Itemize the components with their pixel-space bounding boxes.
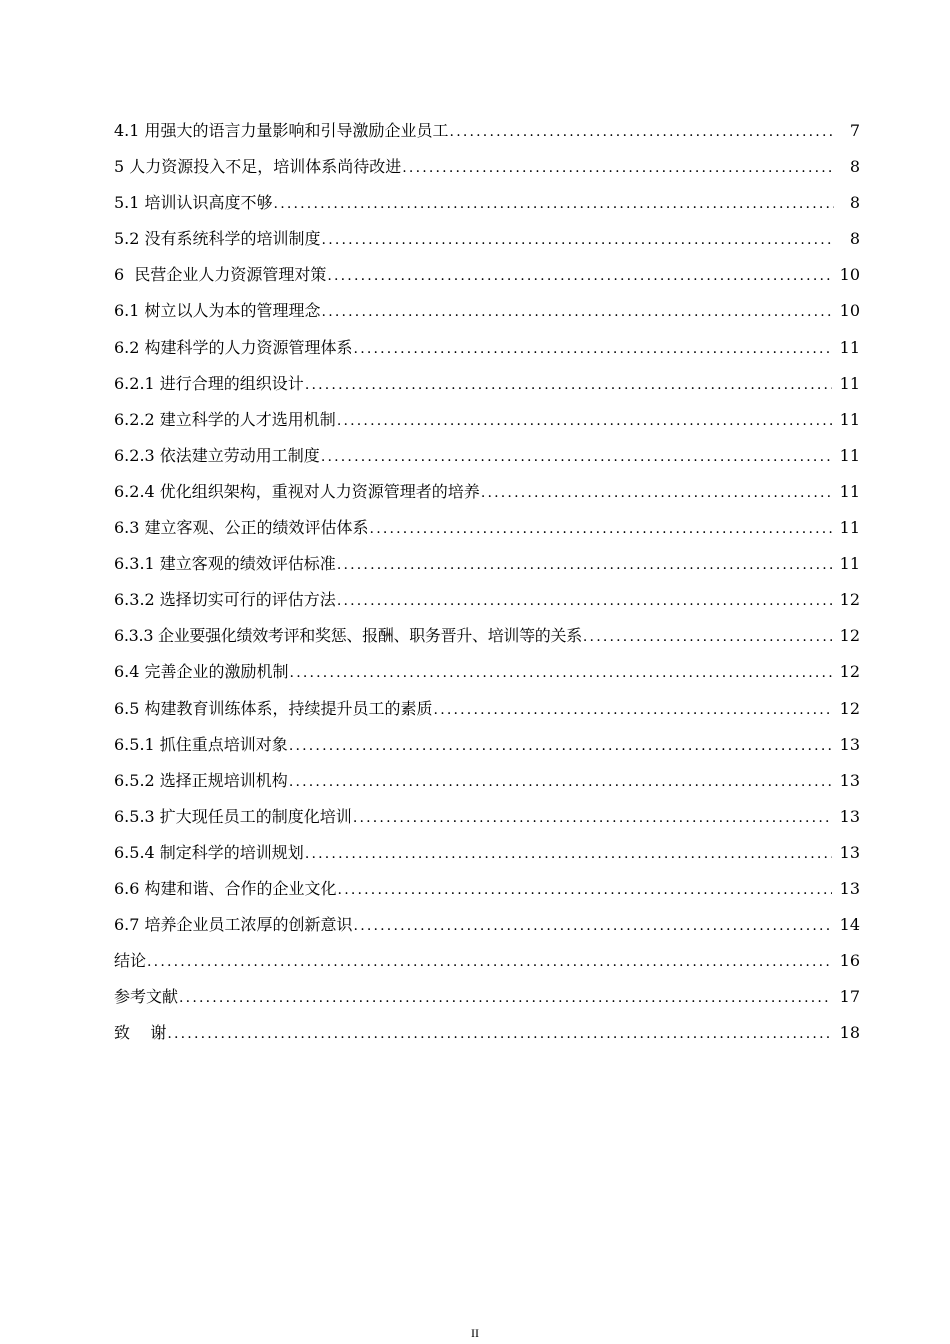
toc-dot-leader (449, 120, 834, 144)
toc-entry[interactable] (114, 227, 860, 263)
toc-entry[interactable] (114, 697, 860, 733)
toc-dot-leader (336, 589, 832, 613)
toc-entry[interactable] (114, 263, 860, 299)
toc-entry-page: 13 (839, 842, 860, 862)
toc-dot-leader (288, 770, 832, 794)
toc-dot-leader (353, 337, 832, 361)
toc-entry-title: 致 谢 (114, 1023, 167, 1043)
toc-entry-title: 5.2 没有系统科学的培训制度 (114, 229, 321, 249)
toc-dot-leader (288, 734, 832, 758)
toc-entry[interactable] (114, 299, 860, 335)
toc-entry-title: 6.5 构建教育训练体系，持续提升员工的素质 (114, 698, 433, 718)
toc-entry-title: 6.6 构建和谐、合作的企业文化 (114, 878, 337, 898)
toc-entry-page: 18 (839, 1023, 860, 1043)
toc-entry[interactable] (114, 444, 860, 480)
toc-dot-leader (178, 986, 832, 1010)
toc-entry-title: 6.2.1 进行合理的组织设计 (114, 373, 304, 393)
toc-dot-leader (582, 625, 832, 649)
toc-entry-page: 12 (839, 626, 860, 646)
toc-entry-page: 10 (839, 265, 860, 285)
toc-entry[interactable] (114, 1021, 860, 1057)
toc-entry-title: 6.4 完善企业的激励机制 (114, 662, 289, 682)
toc-entry-page: 12 (839, 698, 860, 718)
toc-dot-leader (321, 228, 834, 252)
toc-dot-leader (480, 481, 832, 505)
toc-dot-leader (433, 698, 832, 722)
toc-entry-title: 6.2.4 优化组织架构，重视对人力资源管理者的培养 (114, 481, 480, 501)
toc-entry-title: 6.5.1 抓住重点培训对象 (114, 734, 288, 754)
toc-dot-leader (369, 517, 832, 541)
toc-entry-page: 11 (839, 554, 860, 574)
toc-entry-title: 6.1 树立以人为本的管理理念 (114, 301, 321, 321)
toc-entry-title: 6 民营企业人力资源管理对策 (114, 265, 327, 285)
toc-entry[interactable] (114, 588, 860, 624)
toc-entry[interactable] (114, 336, 860, 372)
toc-dot-leader (304, 373, 832, 397)
toc-dot-leader (146, 950, 832, 974)
toc-entry-page: 8 (849, 193, 860, 213)
toc-entry[interactable] (114, 913, 860, 949)
toc-entry-page: 16 (839, 951, 860, 971)
toc-dot-leader (273, 192, 834, 216)
toc-entry[interactable] (114, 877, 860, 913)
toc-dot-leader (352, 806, 832, 830)
toc-entry-title: 结论 (114, 951, 147, 971)
toc-entry-page: 13 (839, 734, 860, 754)
toc-dot-leader (304, 842, 832, 866)
toc-entry-page: 14 (839, 915, 860, 935)
toc-entry-page: 13 (839, 878, 860, 898)
toc-entry-title: 4.1 用强大的语言力量影响和引导激励企业员工 (114, 121, 449, 140)
toc-entry-title: 6.2.3 依法建立劳动用工制度 (114, 445, 320, 465)
toc-entry-title: 6.3.1 建立客观的绩效评估标准 (114, 554, 336, 574)
toc-entry-page: 11 (839, 337, 860, 357)
toc-entry-title: 6.5.4 制定科学的培训规划 (114, 842, 304, 862)
toc-entry-page: 13 (839, 806, 860, 826)
toc-dot-leader (289, 661, 832, 685)
table-of-contents (114, 119, 860, 1057)
toc-entry-page: 10 (839, 301, 860, 321)
toc-entry-title: 5 人力资源投入不足，培训体系尚待改进 (114, 157, 402, 177)
toc-entry-title: 6.7 培养企业员工浓厚的创新意识 (114, 915, 353, 935)
toc-entry-title: 6.5.2 选择正规培训机构 (114, 770, 288, 790)
toc-entry[interactable] (114, 408, 860, 444)
toc-entry-title: 6.3 建立客观、公正的绩效评估体系 (114, 518, 369, 538)
toc-entry-page: 8 (849, 157, 860, 177)
toc-dot-leader (336, 409, 832, 433)
toc-entry-page: 8 (849, 229, 860, 249)
toc-entry[interactable] (114, 119, 860, 155)
toc-dot-leader (401, 156, 834, 180)
toc-entry[interactable] (114, 733, 860, 769)
toc-entry-title: 6.2 构建科学的人力资源管理体系 (114, 337, 353, 357)
toc-entry-page: 7 (849, 121, 860, 140)
toc-dot-leader (166, 1022, 831, 1046)
toc-entry-title: 6.5.3 扩大现任员工的制度化培训 (114, 806, 352, 826)
toc-entry[interactable] (114, 480, 860, 516)
toc-entry-page: 12 (839, 662, 860, 682)
toc-entry-title: 参考文献 (114, 987, 179, 1007)
toc-entry-title: 6.3.3 企业要强化绩效考评和奖惩、报酬、职务晋升、培训等的关系 (114, 626, 582, 646)
toc-entry-page: 13 (839, 770, 860, 790)
toc-entry[interactable] (114, 516, 860, 552)
toc-entry[interactable] (114, 985, 860, 1021)
toc-dot-leader (321, 300, 832, 324)
toc-entry-page: 11 (839, 409, 860, 429)
toc-entry[interactable] (114, 372, 860, 408)
page-number: II (471, 1326, 479, 1340)
toc-entry[interactable] (114, 805, 860, 841)
toc-entry[interactable] (114, 155, 860, 191)
toc-entry-page: 11 (839, 518, 860, 538)
toc-entry-page: 12 (839, 590, 860, 610)
toc-entry-page: 11 (839, 445, 860, 465)
toc-entry-title: 5.1 培训认识高度不够 (114, 193, 273, 213)
toc-dot-leader (353, 914, 832, 938)
toc-entry-page: 11 (839, 481, 860, 501)
toc-entry[interactable] (114, 624, 860, 660)
toc-entry[interactable] (114, 769, 860, 805)
toc-entry-title: 6.2.2 建立科学的人才选用机制 (114, 409, 336, 429)
toc-entry[interactable] (114, 552, 860, 588)
toc-dot-leader (336, 553, 832, 577)
toc-dot-leader (326, 264, 831, 288)
toc-entry[interactable] (114, 841, 860, 877)
toc-entry[interactable] (114, 949, 860, 985)
toc-entry-page: 17 (839, 987, 860, 1007)
toc-dot-leader (337, 878, 832, 902)
toc-entry-title: 6.3.2 选择切实可行的评估方法 (114, 590, 336, 610)
toc-entry[interactable] (114, 660, 860, 696)
toc-dot-leader (320, 445, 832, 469)
toc-entry[interactable] (114, 191, 860, 227)
toc-entry-page: 11 (839, 373, 860, 393)
